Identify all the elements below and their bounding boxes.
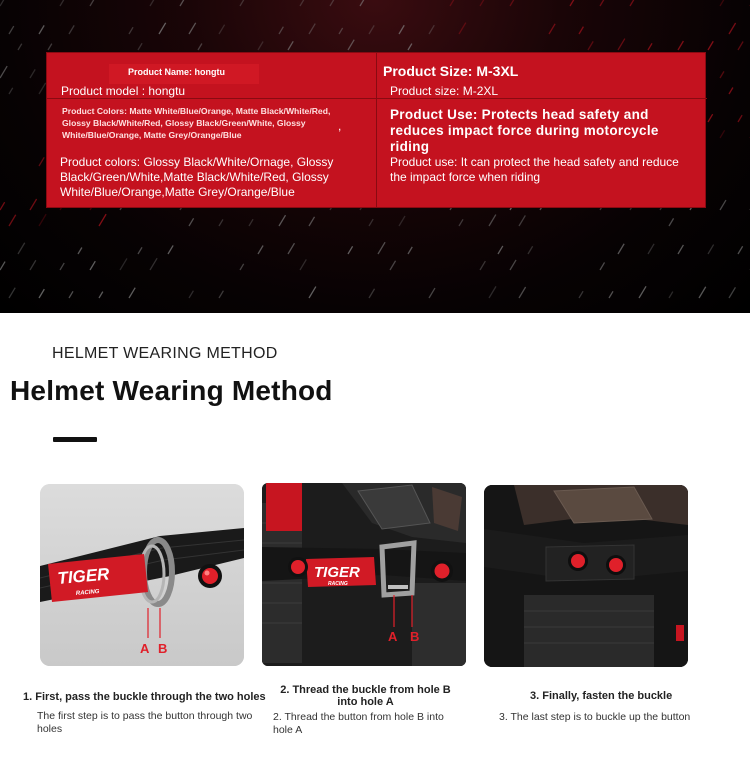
spec-column-right	[377, 53, 707, 207]
background-dash	[189, 23, 196, 34]
background-dash	[519, 215, 525, 226]
background-dash	[0, 202, 5, 210]
background-dash	[369, 289, 375, 298]
label-a: A	[140, 641, 150, 656]
step-1-photo	[40, 484, 244, 666]
background-dash	[240, 264, 244, 270]
product-use: Product use: It can protect the head safety and reduce the impact force when riding	[390, 155, 679, 184]
strap-brand-subtext: RACING	[75, 588, 100, 597]
background-dash	[48, 44, 52, 50]
background-dash	[288, 243, 294, 254]
product-model: Product model : hongtu	[61, 84, 186, 98]
strap-brand-text: TIGER	[314, 564, 360, 581]
background-dash	[648, 43, 652, 50]
background-dash	[579, 27, 583, 34]
snap-button-left	[571, 554, 585, 568]
background-dash	[219, 25, 225, 34]
background-dash	[0, 262, 5, 270]
background-dash	[39, 289, 44, 298]
background-dash	[360, 0, 366, 6]
background-dash	[9, 215, 16, 226]
background-dash	[519, 287, 526, 298]
background-dash	[219, 219, 223, 226]
background-dash	[279, 27, 283, 34]
background-dash	[300, 259, 306, 270]
product-colors-original: Product Colors: Matte White/Blue/Orange, Matte Black/White/Red, Glossy Black/White/Red, Glossy Black/Green/White, Glossy White/Blue/Orange, Matte Grey/Orange/Blue	[62, 106, 331, 140]
background-dash	[720, 200, 726, 210]
background-dash	[510, 0, 515, 6]
background-dash	[669, 292, 673, 298]
background-dash	[39, 83, 46, 94]
background-dash	[330, 0, 337, 6]
background-dash	[378, 242, 385, 254]
step-3-description: 3. The last step is to buckle up the button	[499, 711, 691, 723]
background-dash	[459, 23, 466, 34]
background-dash	[408, 247, 412, 254]
product-size-title: Product Size: M-3XL	[383, 63, 519, 79]
background-dash	[138, 43, 142, 50]
background-dash	[120, 258, 127, 270]
product-use-title: Product Use: Protects head safety and reduces impact force during motorcycle riding	[390, 107, 659, 154]
background-dash	[720, 130, 725, 138]
background-dash	[30, 199, 37, 210]
step-3-photo	[484, 485, 688, 667]
background-dash	[150, 0, 156, 6]
label-b: B	[410, 629, 420, 644]
label-a: A	[388, 629, 398, 644]
step-2-illustration	[262, 483, 466, 666]
stray-comma: ,	[338, 119, 342, 133]
background-dash	[618, 244, 624, 254]
background-dash	[258, 246, 263, 254]
background-dash	[180, 0, 184, 6]
background-dash	[249, 219, 253, 226]
background-dash	[0, 66, 7, 78]
background-dash	[189, 218, 194, 226]
background-dash	[720, 0, 724, 6]
background-dash	[429, 288, 435, 298]
background-dash	[618, 39, 625, 50]
red-strap-top	[266, 483, 302, 531]
background-dash	[609, 291, 613, 298]
step-1-title: 1. First, pass the buckle through the two holes	[23, 691, 266, 703]
background-dash	[708, 245, 714, 254]
background-dash	[729, 87, 733, 94]
background-dash	[99, 292, 103, 298]
row-divider	[47, 98, 377, 99]
background-dash	[240, 0, 245, 6]
background-dash	[369, 219, 373, 226]
background-dash	[30, 260, 36, 270]
background-dash	[510, 260, 516, 270]
background-dash	[390, 261, 396, 270]
step-2-photo	[262, 483, 466, 666]
background-dash	[459, 219, 463, 226]
background-dash	[9, 88, 13, 94]
title-underline	[53, 437, 97, 442]
product-size: Product size: M-2XL	[390, 84, 499, 98]
background-dash	[669, 218, 674, 226]
background-dash	[90, 261, 95, 270]
background-dash	[399, 25, 404, 34]
snap-button-right	[609, 558, 623, 572]
background-dash	[258, 42, 263, 50]
background-dash	[498, 246, 503, 254]
method-subtitle: HELMET WEARING METHOD	[52, 345, 278, 362]
background-dash	[300, 0, 307, 6]
background-dash	[729, 287, 735, 298]
step-1-description: The first step is to pass the button through two holes	[37, 710, 253, 735]
background-dash	[678, 245, 683, 254]
background-dash	[219, 291, 223, 298]
background-dash	[99, 214, 106, 226]
background-dash	[738, 42, 743, 50]
background-dash	[279, 215, 286, 226]
background-dash	[528, 246, 533, 254]
background-dash	[450, 0, 455, 6]
product-colors: Product colors: Glossy Black/White/Ornage, Glossy Black/Green/White,Matte Black/White/Red, Glossy White/Blue/Orange,Matte Grey/Orange/Blue	[60, 155, 334, 199]
background-dash	[588, 41, 593, 50]
background-dash	[600, 0, 604, 6]
background-dash	[480, 261, 485, 270]
step-2-description: 2. Thread the button from hole B into hole A	[273, 711, 444, 736]
row-divider	[377, 98, 707, 99]
background-dash	[288, 41, 293, 50]
strap-brand-subtext: RACING	[328, 581, 348, 587]
background-dash	[480, 0, 485, 6]
background-dash	[9, 288, 15, 298]
step-1-illustration	[40, 484, 244, 666]
background-dash	[399, 216, 405, 226]
label-b: B	[158, 641, 168, 656]
background-dash	[708, 41, 713, 50]
background-dash	[9, 26, 14, 34]
background-dash	[309, 24, 315, 34]
background-dash	[309, 217, 315, 226]
background-dash	[429, 25, 434, 34]
snap-button-left	[291, 560, 305, 574]
background-dash	[708, 114, 713, 122]
background-dash	[678, 41, 683, 50]
background-dash	[339, 28, 343, 34]
background-dash	[69, 25, 74, 34]
snap-button-right	[435, 564, 450, 579]
background-dash	[549, 24, 555, 34]
background-dash	[630, 0, 636, 6]
product-name: Product Name: hongtu	[109, 64, 259, 84]
background-dash	[18, 44, 22, 50]
step-2-title: 2. Thread the buckle from hole B into hole A	[280, 684, 451, 708]
background-dash	[69, 291, 73, 298]
background-dash	[348, 40, 354, 50]
spec-banner	[0, 0, 750, 313]
strap-brand-text: TIGER	[56, 564, 111, 588]
background-dash	[720, 71, 724, 78]
background-dash	[90, 0, 96, 6]
background-dash	[159, 23, 166, 34]
background-dash	[348, 246, 353, 254]
background-dash	[198, 43, 202, 50]
step-3-illustration	[484, 485, 688, 667]
background-dash	[648, 244, 654, 254]
background-dash	[738, 246, 743, 254]
background-dash	[39, 214, 46, 226]
step-3-title: 3. Finally, fasten the buckle	[530, 690, 673, 702]
background-dash	[30, 69, 35, 78]
spec-table	[46, 52, 706, 208]
background-dash	[60, 0, 65, 6]
background-dash	[0, 0, 6, 6]
background-dash	[489, 286, 496, 298]
background-dash	[189, 291, 193, 298]
background-dash	[489, 215, 496, 226]
spec-column-left	[47, 53, 377, 207]
background-dash	[138, 247, 142, 254]
background-dash	[18, 243, 25, 254]
background-dash	[39, 157, 44, 166]
background-dash	[129, 27, 133, 34]
background-dash	[39, 25, 44, 34]
background-dash	[129, 288, 135, 298]
background-dash	[600, 262, 605, 270]
background-dash	[309, 287, 316, 298]
background-dash	[699, 287, 706, 298]
background-dash	[738, 115, 742, 122]
snap-button	[202, 568, 218, 584]
background-dash	[150, 258, 157, 270]
background-dash	[408, 44, 412, 50]
background-dash	[639, 286, 646, 298]
background-dash	[60, 263, 64, 270]
background-dash	[168, 245, 173, 254]
method-title: Helmet Wearing Method	[10, 375, 333, 406]
background-dash	[570, 0, 574, 6]
background-dash	[579, 291, 583, 298]
background-dash	[369, 25, 374, 34]
background-dash	[78, 248, 82, 254]
background-dash	[729, 23, 736, 34]
